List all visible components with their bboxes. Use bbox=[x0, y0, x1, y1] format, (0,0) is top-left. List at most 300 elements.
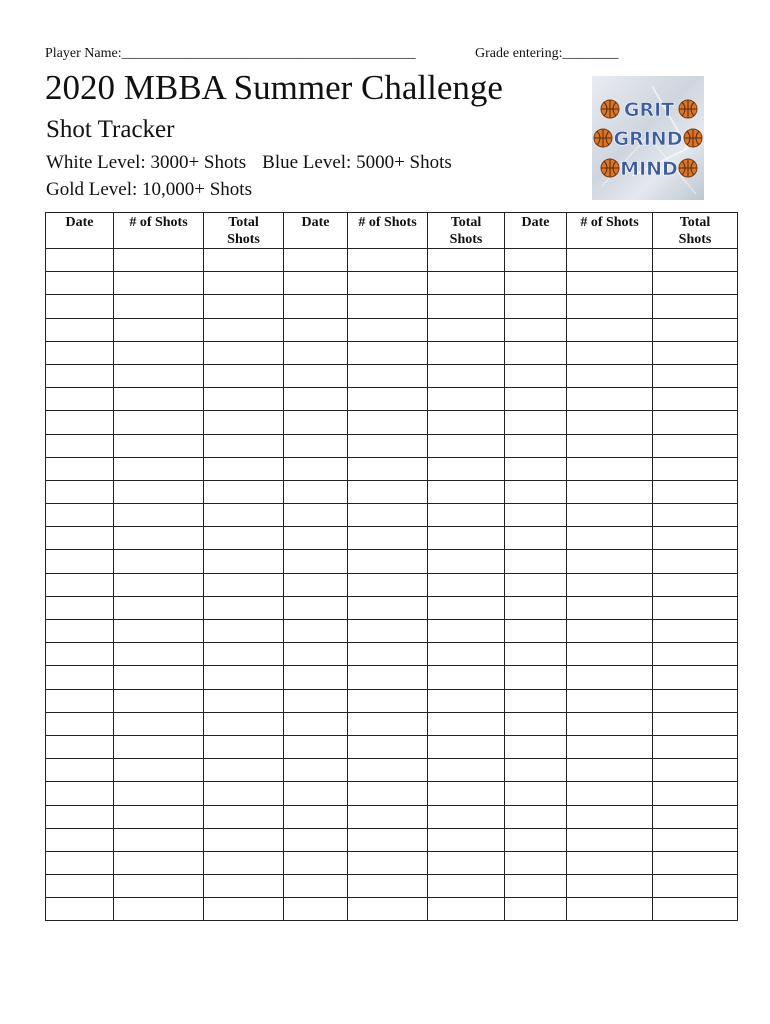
table-cell-shots[interactable] bbox=[567, 735, 653, 758]
column-header-shots bbox=[348, 213, 428, 249]
table-cell-total[interactable] bbox=[204, 341, 284, 364]
table-cell-shots[interactable] bbox=[348, 596, 428, 619]
logo-word-mind: MIND bbox=[620, 158, 678, 180]
table-cell-total[interactable] bbox=[653, 712, 738, 735]
table-cell-shots[interactable] bbox=[567, 620, 653, 643]
column-header-text: Date bbox=[521, 215, 550, 230]
table-cell-total[interactable] bbox=[204, 434, 284, 457]
table-cell-date[interactable] bbox=[505, 388, 567, 411]
table-cell-shots[interactable] bbox=[114, 828, 204, 851]
table-cell-shots[interactable] bbox=[567, 689, 653, 712]
column-header-text: Date bbox=[65, 215, 94, 230]
table-cell-date[interactable] bbox=[505, 341, 567, 364]
page-title: 2020 MBBA Summer Challenge bbox=[45, 68, 503, 107]
table-cell-total[interactable] bbox=[653, 457, 738, 480]
table-cell-shots[interactable] bbox=[348, 759, 428, 782]
table-cell-total[interactable] bbox=[653, 318, 738, 341]
table-cell-total[interactable] bbox=[428, 759, 505, 782]
table-cell-shots[interactable] bbox=[567, 434, 653, 457]
table-cell-date[interactable] bbox=[46, 735, 114, 758]
table-cell-date[interactable] bbox=[284, 480, 348, 503]
table-cell-total[interactable] bbox=[653, 620, 738, 643]
table-cell-total[interactable] bbox=[653, 364, 738, 387]
table-cell-total[interactable] bbox=[428, 295, 505, 318]
table-cell-shots[interactable] bbox=[348, 689, 428, 712]
table-cell-shots[interactable] bbox=[114, 712, 204, 735]
basketball-icon bbox=[601, 159, 619, 177]
table-cell-date[interactable] bbox=[505, 364, 567, 387]
table-cell-total[interactable] bbox=[428, 782, 505, 805]
table-cell-date[interactable] bbox=[46, 573, 114, 596]
table-cell-total[interactable] bbox=[428, 249, 505, 272]
table-cell-total[interactable] bbox=[428, 411, 505, 434]
table-cell-shots[interactable] bbox=[567, 341, 653, 364]
table-cell-shots[interactable] bbox=[348, 504, 428, 527]
table-cell-total[interactable] bbox=[204, 573, 284, 596]
table-cell-date[interactable] bbox=[284, 620, 348, 643]
table-cell-date[interactable] bbox=[46, 527, 114, 550]
table-cell-shots[interactable] bbox=[114, 411, 204, 434]
table-cell-shots[interactable] bbox=[114, 364, 204, 387]
table-cell-shots[interactable] bbox=[114, 851, 204, 874]
table-cell-date[interactable] bbox=[46, 712, 114, 735]
table-cell-total[interactable] bbox=[204, 388, 284, 411]
table-cell-shots[interactable] bbox=[567, 805, 653, 828]
basketball-icon bbox=[594, 129, 612, 147]
table-cell-date[interactable] bbox=[284, 272, 348, 295]
table-cell-date[interactable] bbox=[505, 620, 567, 643]
table-cell-shots[interactable] bbox=[114, 504, 204, 527]
table-cell-date[interactable] bbox=[505, 480, 567, 503]
table-cell-shots[interactable] bbox=[348, 735, 428, 758]
table-cell-date[interactable] bbox=[46, 480, 114, 503]
shot-tracker-table bbox=[45, 212, 738, 921]
table-cell-shots[interactable] bbox=[348, 620, 428, 643]
table-cell-shots[interactable] bbox=[348, 388, 428, 411]
table-cell-total[interactable] bbox=[204, 504, 284, 527]
table-cell-shots[interactable] bbox=[348, 480, 428, 503]
table-cell-date[interactable] bbox=[284, 735, 348, 758]
table-cell-date[interactable] bbox=[46, 341, 114, 364]
table-cell-shots[interactable] bbox=[114, 388, 204, 411]
table-cell-shots[interactable] bbox=[567, 712, 653, 735]
table-cell-date[interactable] bbox=[46, 249, 114, 272]
table-cell-total[interactable] bbox=[653, 573, 738, 596]
table-cell-shots[interactable] bbox=[567, 364, 653, 387]
table-cell-date[interactable] bbox=[284, 759, 348, 782]
table-cell-shots[interactable] bbox=[348, 457, 428, 480]
logo-graphic bbox=[592, 76, 704, 200]
table-row bbox=[46, 550, 738, 573]
table-cell-shots[interactable] bbox=[114, 272, 204, 295]
table-cell-date[interactable] bbox=[284, 875, 348, 898]
table-row bbox=[46, 735, 738, 758]
table-cell-shots[interactable] bbox=[114, 434, 204, 457]
table-cell-total[interactable] bbox=[653, 782, 738, 805]
table-cell-date[interactable] bbox=[46, 805, 114, 828]
column-header-date bbox=[46, 213, 114, 249]
table-cell-date[interactable] bbox=[46, 411, 114, 434]
table-cell-total[interactable] bbox=[428, 388, 505, 411]
table-cell-date[interactable] bbox=[46, 388, 114, 411]
table-cell-shots[interactable] bbox=[348, 875, 428, 898]
table-cell-total[interactable] bbox=[653, 851, 738, 874]
table-cell-total[interactable] bbox=[204, 643, 284, 666]
table-cell-total[interactable] bbox=[653, 272, 738, 295]
table-cell-total[interactable] bbox=[428, 828, 505, 851]
table-cell-shots[interactable] bbox=[567, 480, 653, 503]
table-cell-total[interactable] bbox=[428, 805, 505, 828]
table-cell-date[interactable] bbox=[284, 689, 348, 712]
table-cell-total[interactable] bbox=[653, 898, 738, 921]
table-row bbox=[46, 851, 738, 874]
table-cell-total[interactable] bbox=[428, 851, 505, 874]
table-cell-date[interactable] bbox=[46, 295, 114, 318]
table-cell-shots[interactable] bbox=[348, 851, 428, 874]
table-cell-date[interactable] bbox=[284, 364, 348, 387]
table-cell-date[interactable] bbox=[505, 898, 567, 921]
table-cell-shots[interactable] bbox=[114, 735, 204, 758]
table-cell-shots[interactable] bbox=[567, 851, 653, 874]
table-cell-date[interactable] bbox=[284, 434, 348, 457]
table-cell-date[interactable] bbox=[284, 666, 348, 689]
table-cell-shots[interactable] bbox=[348, 364, 428, 387]
table-cell-date[interactable] bbox=[46, 318, 114, 341]
table-cell-total[interactable] bbox=[428, 735, 505, 758]
table-cell-shots[interactable] bbox=[348, 805, 428, 828]
table-cell-shots[interactable] bbox=[348, 249, 428, 272]
table-cell-date[interactable] bbox=[46, 364, 114, 387]
table-cell-shots[interactable] bbox=[114, 573, 204, 596]
table-cell-date[interactable] bbox=[284, 504, 348, 527]
table-cell-shots[interactable] bbox=[567, 504, 653, 527]
table-cell-total[interactable] bbox=[204, 249, 284, 272]
table-cell-date[interactable] bbox=[284, 643, 348, 666]
table-cell-date[interactable] bbox=[505, 249, 567, 272]
table-cell-shots[interactable] bbox=[567, 596, 653, 619]
table-cell-shots[interactable] bbox=[114, 666, 204, 689]
table-row bbox=[46, 828, 738, 851]
table-row bbox=[46, 620, 738, 643]
table-cell-date[interactable] bbox=[505, 689, 567, 712]
table-cell-date[interactable] bbox=[46, 875, 114, 898]
table-cell-total[interactable] bbox=[653, 434, 738, 457]
table-cell-date[interactable] bbox=[46, 620, 114, 643]
grit-grind-mind-logo bbox=[592, 76, 704, 200]
table-cell-date[interactable] bbox=[284, 318, 348, 341]
table-cell-shots[interactable] bbox=[567, 388, 653, 411]
table-cell-date[interactable] bbox=[284, 295, 348, 318]
table-cell-shots[interactable] bbox=[567, 249, 653, 272]
table-cell-date[interactable] bbox=[284, 828, 348, 851]
table-cell-shots[interactable] bbox=[567, 272, 653, 295]
table-cell-total[interactable] bbox=[204, 318, 284, 341]
table-cell-shots[interactable] bbox=[348, 898, 428, 921]
table-cell-date[interactable] bbox=[284, 573, 348, 596]
table-cell-shots[interactable] bbox=[348, 666, 428, 689]
table-cell-shots[interactable] bbox=[114, 898, 204, 921]
table-cell-date[interactable] bbox=[46, 759, 114, 782]
table-cell-total[interactable] bbox=[428, 666, 505, 689]
table-cell-date[interactable] bbox=[284, 527, 348, 550]
table-cell-date[interactable] bbox=[505, 666, 567, 689]
table-cell-total[interactable] bbox=[653, 388, 738, 411]
table-cell-shots[interactable] bbox=[114, 805, 204, 828]
table-cell-date[interactable] bbox=[505, 875, 567, 898]
table-cell-total[interactable] bbox=[653, 411, 738, 434]
table-cell-date[interactable] bbox=[284, 411, 348, 434]
table-cell-shots[interactable] bbox=[567, 527, 653, 550]
table-cell-date[interactable] bbox=[284, 550, 348, 573]
table-cell-total[interactable] bbox=[428, 550, 505, 573]
table-cell-total[interactable] bbox=[653, 689, 738, 712]
table-cell-total[interactable] bbox=[204, 712, 284, 735]
table-cell-date[interactable] bbox=[505, 851, 567, 874]
table-cell-total[interactable] bbox=[428, 318, 505, 341]
table-cell-shots[interactable] bbox=[567, 782, 653, 805]
column-header-total bbox=[204, 213, 284, 249]
table-cell-total[interactable] bbox=[204, 480, 284, 503]
table-cell-shots[interactable] bbox=[567, 666, 653, 689]
player-info-line bbox=[45, 46, 645, 62]
table-cell-shots[interactable] bbox=[348, 712, 428, 735]
table-cell-total[interactable] bbox=[428, 272, 505, 295]
table-cell-total[interactable] bbox=[653, 527, 738, 550]
table-cell-total[interactable] bbox=[653, 805, 738, 828]
table-cell-total[interactable] bbox=[204, 596, 284, 619]
table-cell-date[interactable] bbox=[46, 457, 114, 480]
table-cell-shots[interactable] bbox=[567, 295, 653, 318]
table-cell-date[interactable] bbox=[46, 782, 114, 805]
table-cell-total[interactable] bbox=[204, 620, 284, 643]
table-cell-date[interactable] bbox=[284, 805, 348, 828]
column-header-text: # of Shots bbox=[129, 215, 188, 230]
table-cell-shots[interactable] bbox=[348, 411, 428, 434]
table-cell-total[interactable] bbox=[204, 295, 284, 318]
table-body bbox=[46, 249, 738, 921]
table-cell-date[interactable] bbox=[505, 712, 567, 735]
table-cell-total[interactable] bbox=[204, 875, 284, 898]
table-cell-shots[interactable] bbox=[114, 782, 204, 805]
table-cell-date[interactable] bbox=[46, 550, 114, 573]
table-cell-shots[interactable] bbox=[348, 643, 428, 666]
table-cell-date[interactable] bbox=[505, 457, 567, 480]
table-cell-total[interactable] bbox=[428, 620, 505, 643]
column-header-text: # of Shots bbox=[358, 215, 417, 230]
table-cell-date[interactable] bbox=[505, 759, 567, 782]
table-cell-total[interactable] bbox=[204, 689, 284, 712]
table-cell-date[interactable] bbox=[505, 782, 567, 805]
table-cell-shots[interactable] bbox=[114, 643, 204, 666]
table-cell-shots[interactable] bbox=[567, 318, 653, 341]
table-cell-total[interactable] bbox=[653, 596, 738, 619]
table-cell-total[interactable] bbox=[204, 898, 284, 921]
table-cell-total[interactable] bbox=[653, 643, 738, 666]
table-cell-shots[interactable] bbox=[348, 272, 428, 295]
table-cell-date[interactable] bbox=[284, 457, 348, 480]
table-cell-shots[interactable] bbox=[567, 898, 653, 921]
table-cell-total[interactable] bbox=[653, 504, 738, 527]
table-cell-shots[interactable] bbox=[114, 550, 204, 573]
table-row bbox=[46, 249, 738, 272]
column-header-total bbox=[428, 213, 505, 249]
table-cell-total[interactable] bbox=[204, 457, 284, 480]
table-cell-date[interactable] bbox=[46, 666, 114, 689]
table-cell-shots[interactable] bbox=[567, 573, 653, 596]
table-cell-shots[interactable] bbox=[567, 550, 653, 573]
table-cell-date[interactable] bbox=[284, 249, 348, 272]
grade-entering-blank[interactable]: ________ bbox=[562, 46, 619, 61]
table-cell-date[interactable] bbox=[505, 272, 567, 295]
table-cell-shots[interactable] bbox=[348, 573, 428, 596]
table-cell-shots[interactable] bbox=[114, 620, 204, 643]
table-cell-date[interactable] bbox=[505, 527, 567, 550]
table-cell-date[interactable] bbox=[46, 851, 114, 874]
table-cell-date[interactable] bbox=[505, 550, 567, 573]
table-cell-date[interactable] bbox=[46, 828, 114, 851]
table-cell-date[interactable] bbox=[284, 782, 348, 805]
table-cell-date[interactable] bbox=[46, 898, 114, 921]
table-cell-shots[interactable] bbox=[348, 782, 428, 805]
table-cell-shots[interactable] bbox=[114, 341, 204, 364]
table-cell-date[interactable] bbox=[46, 504, 114, 527]
table-cell-total[interactable] bbox=[653, 828, 738, 851]
table-cell-total[interactable] bbox=[204, 364, 284, 387]
table-cell-date[interactable] bbox=[46, 643, 114, 666]
table-cell-shots[interactable] bbox=[567, 828, 653, 851]
table-row bbox=[46, 898, 738, 921]
player-name-blank[interactable]: __________________________________________ bbox=[121, 46, 416, 61]
table-cell-date[interactable] bbox=[505, 596, 567, 619]
table-cell-total[interactable] bbox=[428, 689, 505, 712]
table-cell-total[interactable] bbox=[204, 527, 284, 550]
table-cell-total[interactable] bbox=[653, 759, 738, 782]
table-cell-shots[interactable] bbox=[348, 295, 428, 318]
table-cell-total[interactable] bbox=[428, 596, 505, 619]
basketball-icon bbox=[679, 159, 697, 177]
table-cell-date[interactable] bbox=[284, 341, 348, 364]
column-header-date bbox=[505, 213, 567, 249]
table-cell-shots[interactable] bbox=[348, 318, 428, 341]
table-cell-date[interactable] bbox=[505, 573, 567, 596]
table-cell-total[interactable] bbox=[428, 712, 505, 735]
table-cell-date[interactable] bbox=[284, 851, 348, 874]
table-cell-total[interactable] bbox=[653, 875, 738, 898]
table-cell-date[interactable] bbox=[46, 689, 114, 712]
table-cell-total[interactable] bbox=[204, 782, 284, 805]
table-cell-total[interactable] bbox=[428, 898, 505, 921]
table-cell-date[interactable] bbox=[505, 434, 567, 457]
table-cell-date[interactable] bbox=[505, 643, 567, 666]
table-cell-total[interactable] bbox=[653, 480, 738, 503]
table-cell-shots[interactable] bbox=[114, 249, 204, 272]
table-row bbox=[46, 666, 738, 689]
table-cell-total[interactable] bbox=[204, 735, 284, 758]
table-cell-total[interactable] bbox=[428, 480, 505, 503]
table-cell-total[interactable] bbox=[653, 666, 738, 689]
table-cell-shots[interactable] bbox=[567, 457, 653, 480]
table-cell-total[interactable] bbox=[428, 875, 505, 898]
table-cell-total[interactable] bbox=[653, 550, 738, 573]
table-cell-shots[interactable] bbox=[114, 527, 204, 550]
table-cell-total[interactable] bbox=[653, 735, 738, 758]
table-cell-total[interactable] bbox=[204, 666, 284, 689]
table-cell-shots[interactable] bbox=[567, 643, 653, 666]
table-cell-total[interactable] bbox=[428, 643, 505, 666]
table-cell-total[interactable] bbox=[204, 828, 284, 851]
table-cell-shots[interactable] bbox=[114, 759, 204, 782]
table-cell-shots[interactable] bbox=[114, 689, 204, 712]
table-cell-total[interactable] bbox=[428, 527, 505, 550]
table-cell-total[interactable] bbox=[428, 504, 505, 527]
table-cell-shots[interactable] bbox=[348, 828, 428, 851]
table-cell-total[interactable] bbox=[428, 341, 505, 364]
table-cell-date[interactable] bbox=[284, 596, 348, 619]
table-cell-shots[interactable] bbox=[348, 434, 428, 457]
table-cell-shots[interactable] bbox=[114, 295, 204, 318]
table-cell-date[interactable] bbox=[505, 828, 567, 851]
table-cell-shots[interactable] bbox=[114, 318, 204, 341]
table-cell-date[interactable] bbox=[505, 411, 567, 434]
table-cell-total[interactable] bbox=[204, 851, 284, 874]
table-cell-shots[interactable] bbox=[567, 759, 653, 782]
table-cell-shots[interactable] bbox=[114, 875, 204, 898]
table-row bbox=[46, 805, 738, 828]
column-header-text: Total bbox=[679, 215, 711, 230]
basketball-icon bbox=[679, 100, 697, 118]
blue-level: Blue Level: 5000+ Shots bbox=[262, 152, 452, 173]
table-row bbox=[46, 295, 738, 318]
table-cell-date[interactable] bbox=[284, 712, 348, 735]
table-cell-total[interactable] bbox=[428, 573, 505, 596]
table-cell-shots[interactable] bbox=[348, 341, 428, 364]
table-cell-shots[interactable] bbox=[348, 550, 428, 573]
table-cell-shots[interactable] bbox=[114, 480, 204, 503]
column-header-shots bbox=[567, 213, 653, 249]
column-header-text: Shots bbox=[449, 232, 483, 247]
table-cell-date[interactable] bbox=[46, 434, 114, 457]
table-cell-total[interactable] bbox=[428, 457, 505, 480]
table-cell-date[interactable] bbox=[46, 596, 114, 619]
table-cell-date[interactable] bbox=[505, 805, 567, 828]
table-cell-total[interactable] bbox=[653, 249, 738, 272]
table-cell-total[interactable] bbox=[204, 411, 284, 434]
table-cell-shots[interactable] bbox=[348, 527, 428, 550]
table-cell-date[interactable] bbox=[505, 735, 567, 758]
table-cell-shots[interactable] bbox=[567, 411, 653, 434]
table-cell-total[interactable] bbox=[204, 550, 284, 573]
table-cell-date[interactable] bbox=[284, 898, 348, 921]
white-level: White Level: 3000+ Shots bbox=[46, 152, 247, 173]
table-cell-total[interactable] bbox=[204, 272, 284, 295]
table-cell-date[interactable] bbox=[505, 318, 567, 341]
table-cell-shots[interactable] bbox=[567, 875, 653, 898]
table-cell-shots[interactable] bbox=[114, 596, 204, 619]
table-cell-date[interactable] bbox=[284, 388, 348, 411]
table-cell-date[interactable] bbox=[46, 272, 114, 295]
table-cell-total[interactable] bbox=[204, 805, 284, 828]
table-cell-total[interactable] bbox=[653, 341, 738, 364]
table-cell-date[interactable] bbox=[505, 504, 567, 527]
table-cell-shots[interactable] bbox=[114, 457, 204, 480]
table-cell-date[interactable] bbox=[505, 295, 567, 318]
table-cell-total[interactable] bbox=[428, 434, 505, 457]
column-header-text: Shots bbox=[227, 232, 260, 247]
table-cell-total[interactable] bbox=[428, 364, 505, 387]
table-cell-total[interactable] bbox=[653, 295, 738, 318]
table-cell-total[interactable] bbox=[204, 759, 284, 782]
page-subtitle: Shot Tracker bbox=[46, 116, 175, 143]
